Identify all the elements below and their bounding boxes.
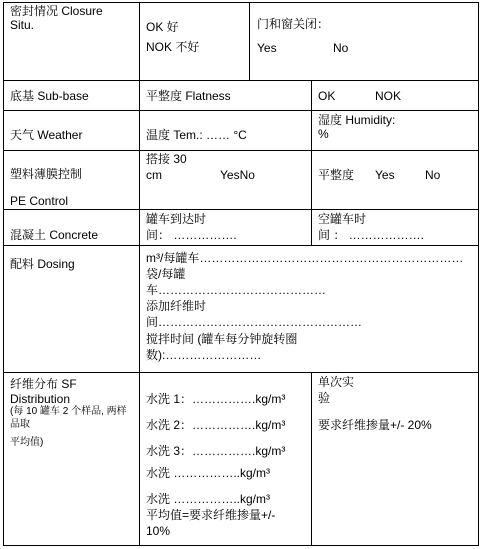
fiber-distribution-label-2: Distribution — [10, 392, 71, 406]
fiber-sample-note-3: 平均值) — [10, 437, 44, 448]
truck-arrival-label: 罐车到达时 — [146, 212, 207, 226]
wash-2-field: 水洗 2：…………….kg/m³ — [146, 418, 286, 432]
single-test-label-2: 验 — [318, 391, 331, 405]
pe-flatness-label: 平整度 — [318, 168, 355, 182]
column-divider-2-upper — [311, 80, 312, 246]
subbase-label: 底基 Sub-base — [10, 89, 89, 103]
concrete-label: 混凝土 Concrete — [10, 228, 99, 242]
humidity-unit: % — [318, 127, 329, 141]
wash-5-field: 水洗 ……………..kg/m³ — [146, 492, 271, 506]
door-window-no: No — [333, 41, 349, 55]
mixing-time-label: 搅拌时间 (罐车每分钟旋转圈 — [146, 332, 298, 346]
pe-control-label: 塑料薄膜控制 — [10, 167, 83, 181]
table-border-bottom — [3, 545, 479, 546]
row-divider-3 — [3, 150, 479, 151]
closure-label-2: Situ. — [10, 18, 35, 32]
subbase-nok: NOK — [375, 89, 402, 103]
table-border-right — [478, 2, 479, 546]
wash-4-field: 水洗 ……………..kg/m³ — [146, 466, 271, 480]
wash-3-field: 水洗 3：…………….kg/m³ — [146, 444, 286, 458]
dosing-volume-field: m³/每罐车………………………………………………………… — [146, 251, 464, 265]
mixing-time-field: 数):…………………… — [146, 348, 262, 362]
column-divider-closure — [249, 2, 250, 81]
fiber-sample-note: (每 10 罐车 2 个样品, 两样 — [10, 406, 127, 417]
wash-1-field: 水洗 1：…………….kg/m³ — [146, 392, 286, 406]
dosing-bags-field: 车…………………………………… — [146, 283, 327, 297]
closure-ok: OK 好 — [146, 20, 179, 34]
overlap-yes-no: YesNo — [220, 168, 255, 182]
row-divider-5 — [3, 245, 479, 246]
column-divider-1 — [139, 2, 140, 546]
door-window-label: 门和窗关闭： — [257, 17, 330, 31]
overlap-unit: cm — [146, 168, 162, 182]
row-divider-6 — [3, 372, 479, 373]
empty-truck-label: 空罐车时 — [318, 212, 367, 226]
truck-arrival-field: 间： ……………. — [146, 228, 237, 242]
dosing-bags-label: 袋/每罐 — [146, 267, 186, 281]
flatness-label: 平整度 Flatness — [146, 89, 231, 103]
single-test-requirement: 要求纤维掺量+/- 20% — [318, 418, 432, 432]
dosing-label: 配料 Dosing — [10, 257, 75, 271]
table-border-left — [3, 2, 4, 546]
door-window-yes: Yes — [257, 41, 277, 55]
closure-nok: NOK 不好 — [146, 40, 200, 54]
empty-truck-field: 间 ： ………………. — [318, 228, 425, 242]
pe-control-label-2: PE Control — [10, 194, 69, 208]
row-divider-4 — [3, 209, 479, 210]
fiber-distribution-label: 纤维分布 SF — [10, 377, 77, 391]
single-test-label: 单次实 — [318, 375, 355, 389]
average-requirement: 平均值=要求纤维掺量+/- — [146, 508, 276, 522]
closure-label: 密封情况 Closure — [10, 4, 103, 18]
temperature-field: 温度 Tem.: …… °C — [146, 128, 247, 142]
subbase-ok: OK — [318, 89, 336, 103]
column-divider-2-lower — [311, 372, 312, 546]
fiber-add-time-field: 间…………………………………………… — [146, 315, 363, 329]
average-requirement-2: 10% — [146, 524, 171, 538]
table-border-top — [3, 2, 479, 3]
row-divider-2 — [3, 110, 479, 111]
overlap-label: 搭接 30 — [146, 152, 187, 166]
fiber-add-time-label: 添加纤维时 — [146, 299, 207, 313]
row-divider-1 — [3, 80, 479, 81]
humidity-label: 湿度 Humidity: — [318, 113, 396, 127]
weather-label: 天气 Weather — [10, 128, 83, 142]
fiber-sample-note-2: 品取 — [10, 419, 30, 430]
pe-flatness-yes: Yes — [375, 168, 395, 182]
pe-flatness-no: No — [425, 168, 441, 182]
